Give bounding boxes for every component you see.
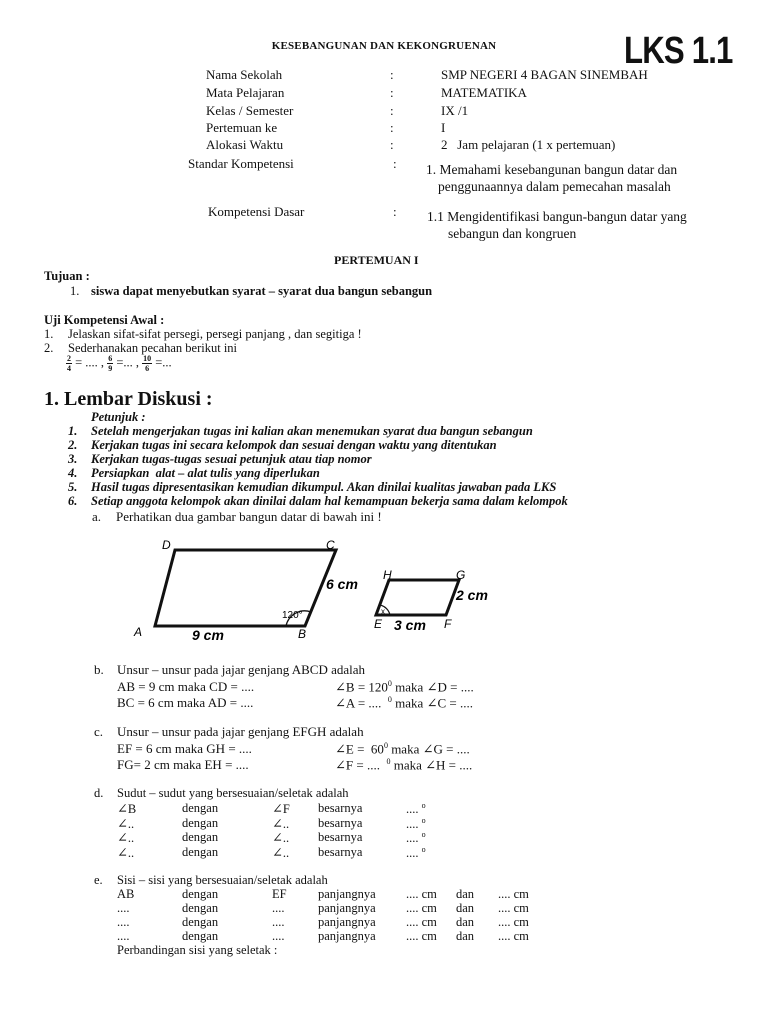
- angle-value: .... $^o$: [406, 830, 426, 846]
- angle-icon: ∠: [422, 741, 434, 757]
- info-value: IX /1: [441, 103, 469, 118]
- uji-item: Sederhanakan pecahan berikut ini: [68, 341, 238, 355]
- side-bc-length: 6 cm: [326, 576, 358, 592]
- angle-icon: ∠: [426, 695, 438, 711]
- angle-icon: ∠: [272, 830, 283, 845]
- part-b-letter: b.: [94, 662, 104, 677]
- document-title: KESEBANGUNAN DAN KEKONGRUENAN: [271, 40, 497, 52]
- base-ab-length: 9 cm: [192, 627, 224, 643]
- side-value2: .... cm: [498, 887, 529, 901]
- vertex-b-label: B: [298, 627, 307, 641]
- part-a-letter: a.: [92, 509, 102, 524]
- part-b-row2-right: ∠A = .... $^0$ maka ∠C = ....: [335, 695, 473, 711]
- base-ef-length: 3 cm: [394, 617, 426, 633]
- angle-dengan: dengan: [182, 845, 219, 859]
- part-b-row1-right: ∠B = $120^0$ maka ∠D = ....: [335, 679, 474, 695]
- angle-icon: ∠: [117, 845, 128, 860]
- info-label: Nama Sekolah: [206, 67, 283, 82]
- petunjuk-item: Persiapkan alat – alat tulis yang diperlukan: [91, 466, 320, 480]
- angle-second: ∠F: [272, 801, 290, 816]
- side-second: ....: [272, 901, 285, 915]
- lembar-heading: 1. Lembar Diskusi :: [44, 388, 213, 410]
- side-value2: .... cm: [498, 929, 529, 943]
- vertex-a-label: A: [134, 625, 143, 639]
- part-e-title: Sisi – sisi yang bersesuaian/seletak adalah: [117, 873, 328, 887]
- dasar-label: Kompetensi Dasar: [208, 204, 305, 219]
- angle-dengan: dengan: [182, 830, 219, 844]
- part-c-row2-right: ∠F = .... $^0$ maka ∠H = ....: [335, 757, 473, 773]
- angle-besarnya: besarnya: [318, 801, 363, 815]
- side-first: ....: [117, 929, 130, 943]
- part-a-text: Perhatikan dua gambar bangun datar di bawah ini !: [116, 509, 382, 524]
- petunjuk-item: Setelah mengerjakan tugas ini kalian akan menemukan syarat dua bangun sebangun: [91, 424, 533, 438]
- angle-besarnya: besarnya: [318, 830, 363, 844]
- angle-value: .... $^o$: [406, 845, 426, 861]
- part-d-title: Sudut – sudut yang bersesuaian/seletak adalah: [117, 786, 349, 800]
- petunjuk-num: 2.: [68, 438, 78, 452]
- angle-besarnya: besarnya: [318, 816, 363, 830]
- angle-e-value: x: [381, 607, 385, 616]
- part-c-row1-left: EF = 6 cm maka GH = ....: [117, 741, 252, 756]
- info-sep: :: [390, 103, 394, 118]
- angle-first: ∠..: [117, 845, 135, 860]
- tujuan-num: 1.: [70, 284, 80, 298]
- side-fg-length: 2 cm: [456, 587, 488, 603]
- info-value: MATEMATIKA: [441, 85, 527, 100]
- side-dan: dan: [456, 915, 475, 929]
- vertex-d-label: D: [162, 538, 171, 552]
- vertex-e-label: E: [374, 617, 383, 631]
- side-dengan: dengan: [182, 901, 219, 915]
- side-second: EF: [272, 887, 287, 901]
- angle-value: .... $^o$: [406, 816, 426, 832]
- standar-line2: penggunaannya dalam pemecahan masalah: [438, 179, 671, 194]
- side-first: AB: [117, 887, 135, 901]
- part-c-letter: c.: [94, 724, 104, 739]
- fraction-row: [66, 354, 172, 373]
- meeting-heading: PERTEMUAN I: [334, 253, 419, 267]
- vertex-h-label: H: [383, 568, 392, 582]
- part-b-title: Unsur – unsur pada jajar genjang ABCD adalah: [117, 662, 366, 677]
- info-label: Mata Pelajaran: [206, 85, 285, 100]
- angle-second: ∠..: [272, 845, 290, 860]
- vertex-f-label: F: [444, 617, 452, 631]
- fraction: $\frac{10}{6}$: [143, 354, 152, 373]
- part-c-row1-right: ∠E = $60^0$ maka ∠G = ....: [335, 741, 470, 757]
- info-value: I: [441, 120, 446, 135]
- angle-icon: ∠: [117, 830, 128, 845]
- tujuan-heading: Tujuan :: [44, 269, 90, 283]
- parallelogram-abcd: [155, 550, 336, 626]
- angle-icon: ∠: [335, 741, 346, 757]
- angle-icon: ∠: [117, 816, 128, 831]
- standar-sep: :: [393, 156, 397, 171]
- dasar-line2: sebangun dan kongruen: [448, 226, 577, 241]
- side-dan: dan: [456, 901, 475, 915]
- part-b-row2-left: BC = 6 cm maka AD = ....: [117, 695, 254, 710]
- angle-value: .... $^o$: [406, 801, 426, 817]
- side-value2: .... cm: [498, 915, 529, 929]
- petunjuk-item: Setiap anggota kelompok akan dinilai dalam hal kemampuan bekerja sama dalam kelompok: [91, 494, 568, 508]
- info-sep: :: [390, 137, 394, 152]
- uji-num: 2.: [44, 341, 54, 355]
- side-panjangnya: panjangnya: [318, 929, 376, 943]
- petunjuk-num: 3.: [68, 452, 78, 466]
- info-label: Alokasi Waktu: [206, 137, 284, 152]
- angle-second: ∠..: [272, 830, 290, 845]
- dasar-line1: 1.1 Mengidentifikasi bangun-bangun datar yang: [427, 209, 687, 224]
- tujuan-item: siswa dapat menyebutkan syarat – syarat dua bangun sebangun: [91, 284, 433, 298]
- angle-icon: ∠: [425, 757, 437, 773]
- side-value1: .... cm: [406, 929, 437, 943]
- side-value1: .... cm: [406, 915, 437, 929]
- side-dengan: dengan: [182, 929, 219, 943]
- part-b-row1-left: AB = 9 cm maka CD = ....: [117, 679, 255, 694]
- lks-badge: LKS 1.1: [624, 30, 733, 72]
- angle-icon: ∠: [426, 679, 438, 695]
- angle-dengan: dengan: [182, 801, 219, 815]
- fraction-tail: = .... ,: [75, 355, 105, 370]
- side-dan: dan: [456, 929, 475, 943]
- angle-icon: ∠: [272, 816, 283, 831]
- side-value1: .... cm: [406, 887, 437, 901]
- angle-icon: ∠: [117, 801, 128, 816]
- side-value2: .... cm: [498, 901, 529, 915]
- parallelogram-figure: [120, 532, 510, 647]
- angle-first: ∠B: [117, 801, 137, 816]
- fraction-tail: =...: [155, 355, 172, 370]
- vertex-c-label: C: [326, 538, 335, 552]
- petunjuk-num: 4.: [68, 466, 78, 480]
- side-dan: dan: [456, 887, 475, 901]
- ratio-prompt: Perbandingan sisi yang seletak :: [117, 943, 278, 957]
- side-dengan: dengan: [182, 887, 219, 901]
- info-sep: :: [390, 85, 394, 100]
- petunjuk-num: 1.: [68, 424, 78, 438]
- angle-besarnya: besarnya: [318, 845, 363, 859]
- angle-icon: ∠: [335, 679, 346, 695]
- side-value1: .... cm: [406, 901, 437, 915]
- side-panjangnya: panjangnya: [318, 915, 376, 929]
- side-panjangnya: panjangnya: [318, 901, 376, 915]
- side-first: ....: [117, 901, 130, 915]
- angle-icon: ∠: [335, 757, 346, 773]
- uji-item: Jelaskan sifat-sifat persegi, persegi panjang , dan segitiga !: [68, 327, 362, 341]
- petunjuk-item: Hasil tugas dipresentasikan kemudian dikumpul. Akan dinilai kualitas jawaban pada LKS: [91, 480, 557, 494]
- petunjuk-num: 6.: [68, 494, 78, 508]
- side-first: ....: [117, 915, 130, 929]
- standar-label: Standar Kompetensi: [188, 156, 294, 171]
- info-value: 2 Jam pelajaran (1 x pertemuan): [441, 137, 616, 152]
- angle-first: ∠..: [117, 830, 135, 845]
- angle-b-value: 120°: [282, 610, 303, 621]
- angle-second: ∠..: [272, 816, 290, 831]
- info-label: Kelas / Semester: [206, 103, 294, 118]
- info-sep: :: [390, 120, 394, 135]
- dasar-sep: :: [393, 204, 397, 219]
- uji-num: 1.: [44, 327, 54, 341]
- fraction-tail: =... ,: [116, 355, 139, 370]
- petunjuk-item: Kerjakan tugas-tugas sesuai petunjuk atau tiap nomor: [91, 452, 372, 466]
- info-label: Pertemuan ke: [206, 120, 278, 135]
- fraction: $\frac{2}{4}$: [67, 354, 71, 373]
- vertex-g-label: G: [456, 568, 466, 582]
- angle-first: ∠..: [117, 816, 135, 831]
- part-d-letter: d.: [94, 786, 104, 800]
- petunjuk-num: 5.: [68, 480, 78, 494]
- angle-icon: ∠: [335, 695, 346, 711]
- standar-line1: 1. Memahami kesebangunan bangun datar dan: [426, 162, 678, 177]
- part-e-letter: e.: [94, 873, 103, 887]
- side-second: ....: [272, 929, 285, 943]
- info-sep: :: [390, 67, 394, 82]
- petunjuk-heading: Petunjuk :: [91, 410, 146, 424]
- part-c-row2-left: FG= 2 cm maka EH = ....: [117, 757, 249, 772]
- angle-icon: ∠: [272, 845, 283, 860]
- part-c-title: Unsur – unsur pada jajar genjang EFGH adalah: [117, 724, 364, 739]
- side-dengan: dengan: [182, 915, 219, 929]
- info-value: SMP NEGERI 4 BAGAN SINEMBAH: [441, 67, 648, 82]
- fraction: $\frac{6}{9}$: [108, 354, 113, 373]
- side-second: ....: [272, 915, 285, 929]
- angle-icon: ∠: [272, 801, 283, 816]
- uji-heading: Uji Kompetensi Awal :: [44, 313, 165, 327]
- angle-dengan: dengan: [182, 816, 219, 830]
- petunjuk-item: Kerjakan tugas ini secara kelompok dan sesuai dengan waktu yang ditentukan: [91, 438, 497, 452]
- side-panjangnya: panjangnya: [318, 887, 376, 901]
